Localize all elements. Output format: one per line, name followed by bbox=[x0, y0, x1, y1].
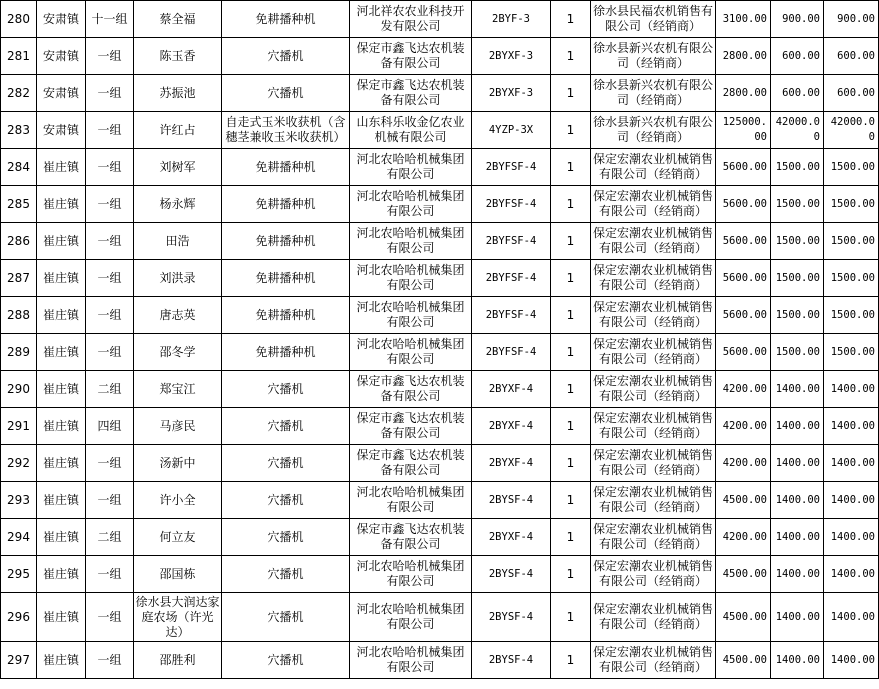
cell-group: 一组 bbox=[86, 223, 134, 260]
cell-manufacturer: 河北农哈哈机械集团有限公司 bbox=[350, 482, 472, 519]
cell-machine-type: 穴播机 bbox=[222, 556, 350, 593]
cell-central-subsidy: 1400.00 bbox=[771, 482, 824, 519]
cell-quantity: 1 bbox=[551, 642, 591, 679]
cell-row-number: 281 bbox=[1, 38, 37, 75]
cell-row-number: 284 bbox=[1, 149, 37, 186]
cell-model: 2BYFSF-4 bbox=[472, 149, 551, 186]
cell-dealer: 保定宏潮农业机械销售有限公司（经销商） bbox=[591, 334, 716, 371]
cell-dealer: 保定宏潮农业机械销售有限公司（经销商） bbox=[591, 297, 716, 334]
table-row bbox=[1, 642, 879, 679]
cell-model: 2BYFSF-4 bbox=[472, 334, 551, 371]
cell-town: 崔庄镇 bbox=[37, 223, 86, 260]
cell-purchaser: 邵冬学 bbox=[134, 334, 222, 371]
cell-purchaser: 田浩 bbox=[134, 223, 222, 260]
cell-sale-price: 2800.00 bbox=[716, 75, 771, 112]
cell-row-number: 285 bbox=[1, 186, 37, 223]
cell-sale-price: 4200.00 bbox=[716, 408, 771, 445]
cell-town: 崔庄镇 bbox=[37, 149, 86, 186]
cell-model: 2BYXF-4 bbox=[472, 408, 551, 445]
cell-machine-type: 免耕播种机 bbox=[222, 334, 350, 371]
cell-row-number: 291 bbox=[1, 408, 37, 445]
cell-sale-price: 5600.00 bbox=[716, 260, 771, 297]
cell-total-subsidy: 1400.00 bbox=[824, 556, 879, 593]
cell-manufacturer: 保定市鑫飞达农机装备有限公司 bbox=[350, 408, 472, 445]
cell-town: 崔庄镇 bbox=[37, 519, 86, 556]
cell-total-subsidy: 900.00 bbox=[824, 1, 879, 38]
cell-quantity: 1 bbox=[551, 1, 591, 38]
cell-machine-type: 穴播机 bbox=[222, 445, 350, 482]
cell-group: 四组 bbox=[86, 408, 134, 445]
cell-model: 2BYFSF-4 bbox=[472, 297, 551, 334]
cell-row-number: 297 bbox=[1, 642, 37, 679]
cell-row-number: 294 bbox=[1, 519, 37, 556]
cell-manufacturer: 河北农哈哈机械集团有限公司 bbox=[350, 642, 472, 679]
cell-sale-price: 4500.00 bbox=[716, 556, 771, 593]
cell-purchaser: 何立友 bbox=[134, 519, 222, 556]
cell-central-subsidy: 1500.00 bbox=[771, 149, 824, 186]
cell-total-subsidy: 1500.00 bbox=[824, 149, 879, 186]
cell-quantity: 1 bbox=[551, 334, 591, 371]
cell-group: 一组 bbox=[86, 297, 134, 334]
cell-group: 一组 bbox=[86, 260, 134, 297]
cell-sale-price: 125000.00 bbox=[716, 112, 771, 149]
cell-central-subsidy: 600.00 bbox=[771, 38, 824, 75]
cell-row-number: 292 bbox=[1, 445, 37, 482]
cell-total-subsidy: 1500.00 bbox=[824, 223, 879, 260]
cell-town: 安肃镇 bbox=[37, 1, 86, 38]
table-row bbox=[1, 149, 879, 186]
cell-group: 一组 bbox=[86, 642, 134, 679]
cell-quantity: 1 bbox=[551, 519, 591, 556]
cell-model: 2BYFSF-4 bbox=[472, 260, 551, 297]
cell-machine-type: 免耕播种机 bbox=[222, 297, 350, 334]
cell-town: 崔庄镇 bbox=[37, 371, 86, 408]
table-row bbox=[1, 482, 879, 519]
cell-sale-price: 4200.00 bbox=[716, 519, 771, 556]
cell-town: 崔庄镇 bbox=[37, 408, 86, 445]
cell-group: 十一组 bbox=[86, 1, 134, 38]
cell-machine-type: 免耕播种机 bbox=[222, 186, 350, 223]
cell-manufacturer: 河北祥农农业科技开发有限公司 bbox=[350, 1, 472, 38]
cell-manufacturer: 保定市鑫飞达农机装备有限公司 bbox=[350, 371, 472, 408]
cell-central-subsidy: 600.00 bbox=[771, 75, 824, 112]
cell-quantity: 1 bbox=[551, 593, 591, 642]
cell-town: 安肃镇 bbox=[37, 112, 86, 149]
table-row bbox=[1, 260, 879, 297]
cell-total-subsidy: 1500.00 bbox=[824, 297, 879, 334]
cell-group: 一组 bbox=[86, 556, 134, 593]
cell-town: 崔庄镇 bbox=[37, 642, 86, 679]
cell-model: 2BYFSF-4 bbox=[472, 223, 551, 260]
cell-total-subsidy: 600.00 bbox=[824, 75, 879, 112]
cell-machine-type: 穴播机 bbox=[222, 371, 350, 408]
cell-central-subsidy: 1400.00 bbox=[771, 593, 824, 642]
cell-model: 2BYXF-3 bbox=[472, 38, 551, 75]
cell-central-subsidy: 42000.00 bbox=[771, 112, 824, 149]
table-row bbox=[1, 334, 879, 371]
table-row bbox=[1, 75, 879, 112]
table-row bbox=[1, 445, 879, 482]
cell-purchaser: 陈玉香 bbox=[134, 38, 222, 75]
cell-row-number: 296 bbox=[1, 593, 37, 642]
cell-group: 一组 bbox=[86, 38, 134, 75]
cell-purchaser: 蔡全福 bbox=[134, 1, 222, 38]
cell-group: 一组 bbox=[86, 186, 134, 223]
cell-manufacturer: 保定市鑫飞达农机装备有限公司 bbox=[350, 445, 472, 482]
cell-manufacturer: 河北农哈哈机械集团有限公司 bbox=[350, 297, 472, 334]
cell-purchaser: 刘洪录 bbox=[134, 260, 222, 297]
cell-dealer: 保定宏潮农业机械销售有限公司（经销商） bbox=[591, 186, 716, 223]
cell-machine-type: 穴播机 bbox=[222, 75, 350, 112]
cell-manufacturer: 保定市鑫飞达农机装备有限公司 bbox=[350, 519, 472, 556]
cell-central-subsidy: 1500.00 bbox=[771, 186, 824, 223]
cell-purchaser: 徐水县大润达家庭农场（许光达） bbox=[134, 593, 222, 642]
cell-sale-price: 5600.00 bbox=[716, 223, 771, 260]
cell-model: 2BYFSF-4 bbox=[472, 186, 551, 223]
cell-model: 2BYSF-4 bbox=[472, 556, 551, 593]
cell-total-subsidy: 1400.00 bbox=[824, 593, 879, 642]
cell-total-subsidy: 600.00 bbox=[824, 38, 879, 75]
table-row bbox=[1, 38, 879, 75]
cell-total-subsidy: 1500.00 bbox=[824, 260, 879, 297]
cell-dealer: 保定宏潮农业机械销售有限公司（经销商） bbox=[591, 593, 716, 642]
cell-manufacturer: 保定市鑫飞达农机装备有限公司 bbox=[350, 38, 472, 75]
cell-purchaser: 唐志英 bbox=[134, 297, 222, 334]
cell-total-subsidy: 1400.00 bbox=[824, 371, 879, 408]
cell-town: 崔庄镇 bbox=[37, 297, 86, 334]
cell-row-number: 287 bbox=[1, 260, 37, 297]
cell-town: 崔庄镇 bbox=[37, 334, 86, 371]
cell-total-subsidy: 42000.00 bbox=[824, 112, 879, 149]
cell-manufacturer: 河北农哈哈机械集团有限公司 bbox=[350, 260, 472, 297]
cell-central-subsidy: 1400.00 bbox=[771, 371, 824, 408]
cell-purchaser: 马彦民 bbox=[134, 408, 222, 445]
cell-total-subsidy: 1400.00 bbox=[824, 445, 879, 482]
cell-machine-type: 穴播机 bbox=[222, 642, 350, 679]
cell-dealer: 保定宏潮农业机械销售有限公司（经销商） bbox=[591, 642, 716, 679]
cell-group: 一组 bbox=[86, 334, 134, 371]
cell-central-subsidy: 1500.00 bbox=[771, 334, 824, 371]
cell-manufacturer: 河北农哈哈机械集团有限公司 bbox=[350, 186, 472, 223]
cell-group: 一组 bbox=[86, 445, 134, 482]
cell-dealer: 徐水县民福农机销售有限公司（经销商） bbox=[591, 1, 716, 38]
table-row bbox=[1, 519, 879, 556]
cell-model: 2BYF-3 bbox=[472, 1, 551, 38]
cell-row-number: 295 bbox=[1, 556, 37, 593]
cell-quantity: 1 bbox=[551, 260, 591, 297]
cell-machine-type: 穴播机 bbox=[222, 519, 350, 556]
cell-sale-price: 4500.00 bbox=[716, 593, 771, 642]
cell-machine-type: 免耕播种机 bbox=[222, 223, 350, 260]
cell-row-number: 290 bbox=[1, 371, 37, 408]
cell-manufacturer: 保定市鑫飞达农机装备有限公司 bbox=[350, 75, 472, 112]
cell-machine-type: 免耕播种机 bbox=[222, 1, 350, 38]
table-row bbox=[1, 186, 879, 223]
cell-sale-price: 4200.00 bbox=[716, 371, 771, 408]
cell-machine-type: 免耕播种机 bbox=[222, 260, 350, 297]
table-row bbox=[1, 112, 879, 149]
cell-dealer: 保定宏潮农业机械销售有限公司（经销商） bbox=[591, 445, 716, 482]
cell-town: 崔庄镇 bbox=[37, 186, 86, 223]
table-row bbox=[1, 371, 879, 408]
cell-machine-type: 穴播机 bbox=[222, 593, 350, 642]
cell-purchaser: 杨永辉 bbox=[134, 186, 222, 223]
cell-town: 崔庄镇 bbox=[37, 593, 86, 642]
cell-dealer: 保定宏潮农业机械销售有限公司（经销商） bbox=[591, 556, 716, 593]
cell-model: 2BYSF-4 bbox=[472, 593, 551, 642]
cell-total-subsidy: 1500.00 bbox=[824, 186, 879, 223]
cell-sale-price: 4200.00 bbox=[716, 445, 771, 482]
cell-sale-price: 3100.00 bbox=[716, 1, 771, 38]
cell-sale-price: 5600.00 bbox=[716, 334, 771, 371]
cell-total-subsidy: 1400.00 bbox=[824, 642, 879, 679]
cell-total-subsidy: 1500.00 bbox=[824, 334, 879, 371]
cell-central-subsidy: 900.00 bbox=[771, 1, 824, 38]
cell-central-subsidy: 1400.00 bbox=[771, 408, 824, 445]
cell-model: 4YZP-3X bbox=[472, 112, 551, 149]
cell-sale-price: 4500.00 bbox=[716, 482, 771, 519]
cell-total-subsidy: 1400.00 bbox=[824, 408, 879, 445]
cell-row-number: 282 bbox=[1, 75, 37, 112]
table-row bbox=[1, 408, 879, 445]
cell-row-number: 288 bbox=[1, 297, 37, 334]
cell-quantity: 1 bbox=[551, 38, 591, 75]
cell-dealer: 徐水县新兴农机有限公司（经销商） bbox=[591, 38, 716, 75]
cell-model: 2BYXF-4 bbox=[472, 445, 551, 482]
cell-town: 崔庄镇 bbox=[37, 556, 86, 593]
cell-manufacturer: 山东科乐收金亿农业机械有限公司 bbox=[350, 112, 472, 149]
cell-town: 崔庄镇 bbox=[37, 445, 86, 482]
cell-dealer: 保定宏潮农业机械销售有限公司（经销商） bbox=[591, 519, 716, 556]
table-body bbox=[1, 1, 879, 679]
cell-dealer: 保定宏潮农业机械销售有限公司（经销商） bbox=[591, 223, 716, 260]
cell-central-subsidy: 1400.00 bbox=[771, 642, 824, 679]
cell-central-subsidy: 1500.00 bbox=[771, 223, 824, 260]
cell-model: 2BYSF-4 bbox=[472, 642, 551, 679]
cell-row-number: 293 bbox=[1, 482, 37, 519]
cell-dealer: 保定宏潮农业机械销售有限公司（经销商） bbox=[591, 149, 716, 186]
cell-sale-price: 2800.00 bbox=[716, 38, 771, 75]
cell-dealer: 保定宏潮农业机械销售有限公司（经销商） bbox=[591, 408, 716, 445]
cell-group: 一组 bbox=[86, 593, 134, 642]
cell-manufacturer: 河北农哈哈机械集团有限公司 bbox=[350, 334, 472, 371]
cell-row-number: 289 bbox=[1, 334, 37, 371]
cell-town: 崔庄镇 bbox=[37, 260, 86, 297]
cell-quantity: 1 bbox=[551, 297, 591, 334]
table-row bbox=[1, 1, 879, 38]
cell-machine-type: 免耕播种机 bbox=[222, 149, 350, 186]
cell-quantity: 1 bbox=[551, 408, 591, 445]
cell-model: 2BYSF-4 bbox=[472, 482, 551, 519]
cell-dealer: 保定宏潮农业机械销售有限公司（经销商） bbox=[591, 260, 716, 297]
cell-sale-price: 5600.00 bbox=[716, 186, 771, 223]
cell-machine-type: 穴播机 bbox=[222, 38, 350, 75]
cell-central-subsidy: 1500.00 bbox=[771, 260, 824, 297]
cell-central-subsidy: 1500.00 bbox=[771, 297, 824, 334]
cell-group: 一组 bbox=[86, 149, 134, 186]
cell-dealer: 徐水县新兴农机有限公司（经销商） bbox=[591, 75, 716, 112]
cell-dealer: 保定宏潮农业机械销售有限公司（经销商） bbox=[591, 482, 716, 519]
cell-model: 2BYXF-4 bbox=[472, 519, 551, 556]
cell-purchaser: 苏振池 bbox=[134, 75, 222, 112]
cell-central-subsidy: 1400.00 bbox=[771, 445, 824, 482]
cell-group: 一组 bbox=[86, 75, 134, 112]
cell-quantity: 1 bbox=[551, 482, 591, 519]
cell-purchaser: 汤新中 bbox=[134, 445, 222, 482]
cell-machine-type: 穴播机 bbox=[222, 482, 350, 519]
cell-purchaser: 邵国栋 bbox=[134, 556, 222, 593]
cell-sale-price: 5600.00 bbox=[716, 149, 771, 186]
cell-purchaser: 许小全 bbox=[134, 482, 222, 519]
cell-model: 2BYXF-3 bbox=[472, 75, 551, 112]
table-row bbox=[1, 593, 879, 642]
cell-manufacturer: 河北农哈哈机械集团有限公司 bbox=[350, 593, 472, 642]
cell-sale-price: 4500.00 bbox=[716, 642, 771, 679]
cell-row-number: 283 bbox=[1, 112, 37, 149]
cell-central-subsidy: 1400.00 bbox=[771, 556, 824, 593]
cell-group: 一组 bbox=[86, 482, 134, 519]
cell-quantity: 1 bbox=[551, 371, 591, 408]
cell-town: 安肃镇 bbox=[37, 38, 86, 75]
cell-central-subsidy: 1400.00 bbox=[771, 519, 824, 556]
cell-quantity: 1 bbox=[551, 75, 591, 112]
cell-quantity: 1 bbox=[551, 223, 591, 260]
cell-quantity: 1 bbox=[551, 186, 591, 223]
cell-purchaser: 刘树军 bbox=[134, 149, 222, 186]
cell-dealer: 保定宏潮农业机械销售有限公司（经销商） bbox=[591, 371, 716, 408]
cell-machine-type: 自走式玉米收获机（含穗茎兼收玉米收获机） bbox=[222, 112, 350, 149]
cell-manufacturer: 河北农哈哈机械集团有限公司 bbox=[350, 223, 472, 260]
cell-model: 2BYXF-4 bbox=[472, 371, 551, 408]
cell-purchaser: 郑宝江 bbox=[134, 371, 222, 408]
cell-group: 一组 bbox=[86, 112, 134, 149]
table-row bbox=[1, 223, 879, 260]
cell-quantity: 1 bbox=[551, 445, 591, 482]
cell-purchaser: 许红占 bbox=[134, 112, 222, 149]
cell-manufacturer: 河北农哈哈机械集团有限公司 bbox=[350, 149, 472, 186]
cell-manufacturer: 河北农哈哈机械集团有限公司 bbox=[350, 556, 472, 593]
cell-dealer: 徐水县新兴农机有限公司（经销商） bbox=[591, 112, 716, 149]
cell-quantity: 1 bbox=[551, 556, 591, 593]
cell-purchaser: 邵胜利 bbox=[134, 642, 222, 679]
cell-sale-price: 5600.00 bbox=[716, 297, 771, 334]
cell-town: 崔庄镇 bbox=[37, 482, 86, 519]
cell-row-number: 286 bbox=[1, 223, 37, 260]
cell-total-subsidy: 1400.00 bbox=[824, 482, 879, 519]
cell-group: 二组 bbox=[86, 519, 134, 556]
cell-machine-type: 穴播机 bbox=[222, 408, 350, 445]
cell-town: 安肃镇 bbox=[37, 75, 86, 112]
cell-quantity: 1 bbox=[551, 112, 591, 149]
cell-row-number: 280 bbox=[1, 1, 37, 38]
table-row bbox=[1, 556, 879, 593]
cell-group: 二组 bbox=[86, 371, 134, 408]
table-row bbox=[1, 297, 879, 334]
cell-total-subsidy: 1400.00 bbox=[824, 519, 879, 556]
cell-quantity: 1 bbox=[551, 149, 591, 186]
